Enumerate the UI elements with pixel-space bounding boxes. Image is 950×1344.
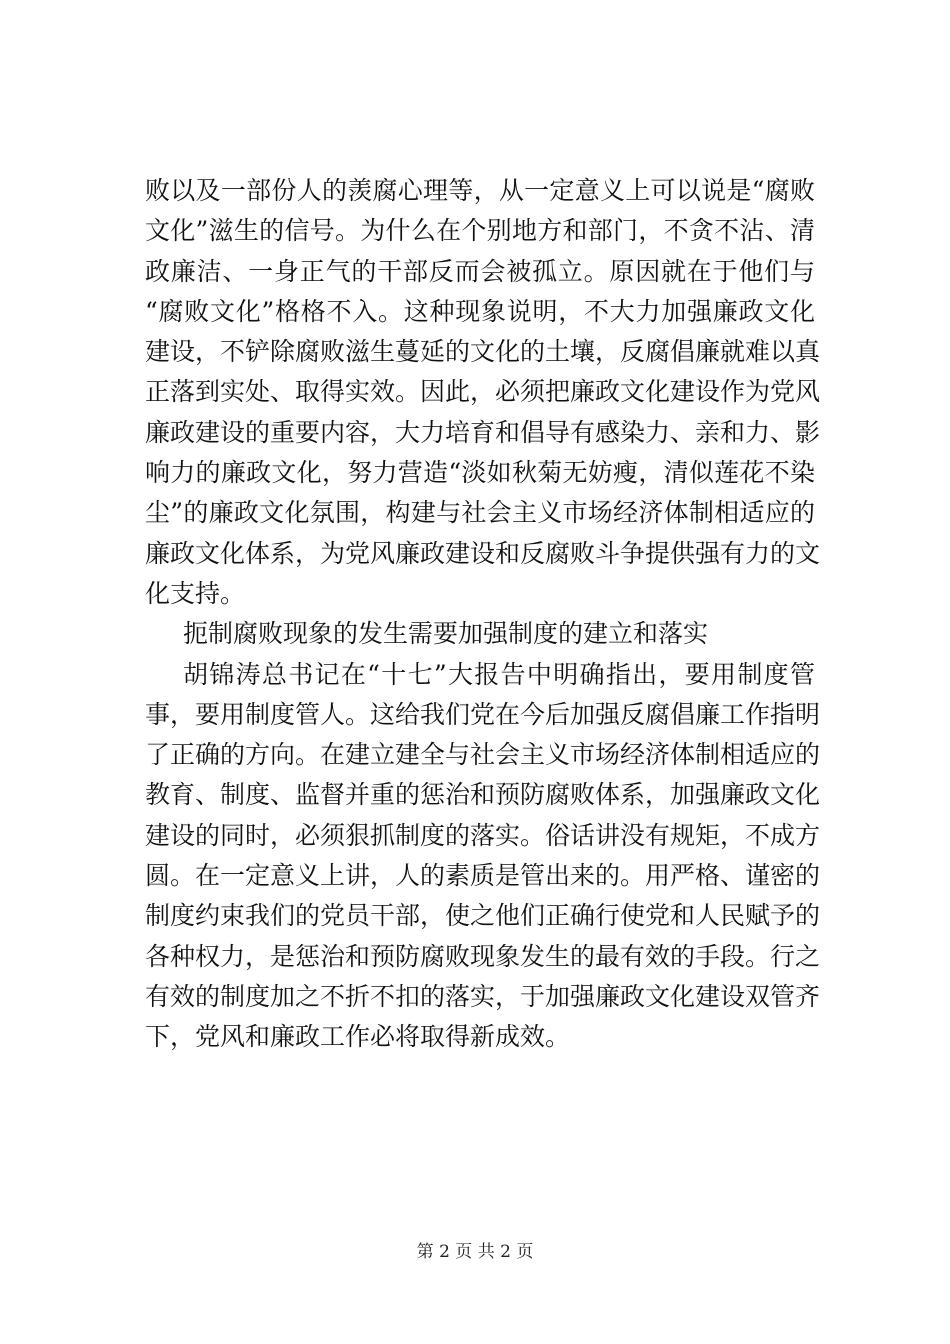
paragraph-1-line-9: 尘”的廉政文化氛围，构建与社会主义市场经济体制相适应的 xyxy=(145,498,815,528)
paragraph-3-line-1: 胡锦涛总书记在“十七”大报告中明确指出，要用制度管 xyxy=(183,659,815,689)
paragraph-1-line-1: 败以及一部份人的羡腐心理等，从一定意义上可以说是“腐败 xyxy=(145,176,815,205)
page-footer xyxy=(0,1240,950,1264)
paragraph-1-line-5: 建设，不铲除腐败滋生蔓延的文化的土壤，反腐倡廉就难以真 xyxy=(145,337,821,367)
paragraph-3-line-10: 下，党风和廉政工作必将取得新成效。 xyxy=(145,1022,571,1052)
paragraph-3-line-9: 有效的制度加之不折不扣的落实，于加强廉政文化建设双管齐 xyxy=(145,981,821,1011)
paragraph-1-line-10: 廉政文化体系，为党风廉政建设和反腐败斗争提供强有力的文 xyxy=(145,538,821,568)
paragraph-3-line-6: 圆。在一定意义上讲，人的素质是管出来的。用严格、谨密的 xyxy=(145,861,821,891)
paragraph-1-line-11: 化支持。 xyxy=(145,578,246,608)
paragraph-1-line-8: 响力的廉政文化，努力营造“淡如秋菊无妨瘦，清似莲花不染 xyxy=(145,458,815,488)
paragraph-3-line-8: 各种权力，是惩治和预防腐败现象发生的最有效的手段。行之 xyxy=(145,941,821,971)
paragraph-1-line-6: 正落到实处、取得实效。因此，必须把廉政文化建设作为党风 xyxy=(145,377,821,407)
page-number-label: 第 2 页 共 2 页 xyxy=(416,1242,534,1262)
paragraph-3-line-5: 建设的同时，必须狠抓制度的落实。俗话讲没有规矩，不成方 xyxy=(145,820,821,850)
paragraph-1-line-3: 政廉洁、一身正气的干部反而会被孤立。原因就在于他们与 xyxy=(145,256,815,286)
paragraph-3-line-7: 制度约束我们的党员干部，使之他们正确行使党和人民赋予的 xyxy=(145,901,821,931)
paragraph-3-line-2: 事，要用制度管人。这给我们党在今后加强反腐倡廉工作指明 xyxy=(145,699,821,729)
document-body xyxy=(145,171,821,1058)
paragraph-3-line-3: 了正确的方向。在建立建全与社会主义市场经济体制相适应的 xyxy=(145,740,821,770)
paragraph-1-line-4: “腐败文化”格格不入。这种现象说明，不大力加强廉政文化 xyxy=(145,296,815,326)
paragraph-1-line-2: 文化”滋生的信号。为什么在个别地方和部门，不贪不沾、清 xyxy=(145,216,815,246)
paragraph-3-line-4: 教育、制度、监督并重的惩治和预防腐败体系，加强廉政文化 xyxy=(145,780,821,810)
paragraph-1-line-7: 廉政建设的重要内容，大力培育和倡导有感染力、亲和力、影 xyxy=(145,417,821,447)
section-heading: 扼制腐败现象的发生需要加强制度的建立和落实 xyxy=(183,619,709,649)
